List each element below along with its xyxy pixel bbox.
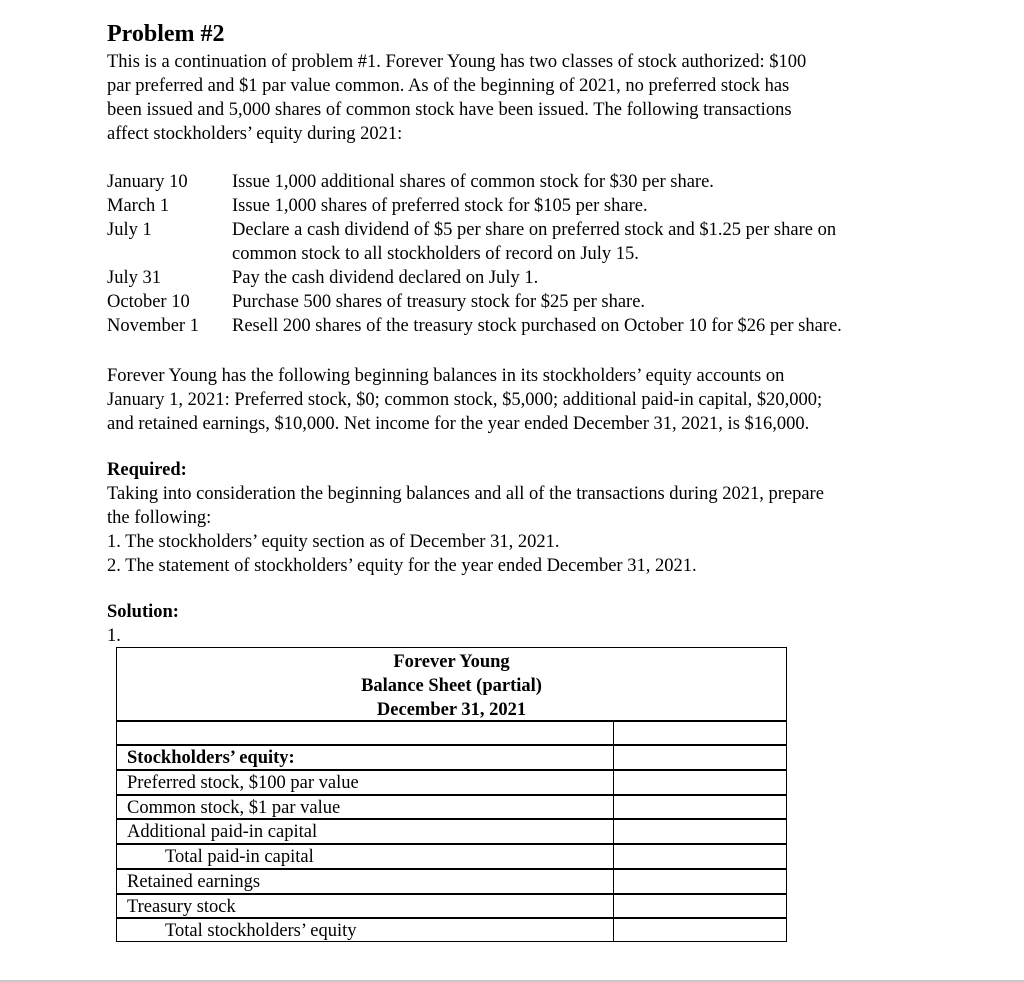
row-label-cell	[116, 819, 614, 844]
row-value-cell[interactable]	[614, 795, 787, 819]
row-value-cell[interactable]	[614, 819, 787, 844]
intro-line: par preferred and $1 par value common. As of the beginning of 2021, no preferred stock has	[107, 76, 790, 96]
table-row	[116, 770, 787, 795]
row-value-cell[interactable]	[614, 770, 787, 795]
required-heading: Required:	[107, 460, 187, 480]
solution-label: Solution:	[107, 602, 179, 622]
transaction-description	[232, 290, 645, 314]
row-label-cell	[116, 795, 614, 819]
table-row	[116, 869, 787, 894]
required-item: 1. The stockholders’ equity section as of December 31, 2021.	[107, 532, 560, 552]
balances-line: January 1, 2021: Preferred stock, $0; common stock, $5,000; additional paid-in capital, $20,000;	[107, 390, 823, 410]
intro-line: been issued and 5,000 shares of common stock have been issued. The following transactions	[107, 100, 792, 120]
table-row	[116, 894, 787, 918]
transaction-line: Resell 200 shares of the treasury stock purchased on October 10 for $26 per share.	[232, 316, 842, 336]
transaction-description	[232, 170, 714, 194]
intro-line: This is a continuation of problem #1. Forever Young has two classes of stock authorized: $100	[107, 52, 807, 72]
solution-item-number: 1.	[107, 626, 121, 646]
transaction-line: Issue 1,000 additional shares of common stock for $30 per share.	[232, 172, 714, 192]
transaction-line: Pay the cash dividend declared on July 1.	[232, 268, 539, 288]
table-row	[116, 720, 787, 745]
transaction-line: Issue 1,000 shares of preferred stock for $105 per share.	[232, 196, 648, 216]
row-label: Additional paid-in capital	[127, 822, 318, 842]
balances-paragraph	[107, 364, 822, 436]
row-value-cell[interactable]	[614, 720, 787, 745]
transaction-description	[232, 314, 842, 338]
row-value-cell[interactable]	[614, 918, 787, 942]
transaction-date: October 10	[107, 292, 190, 312]
transaction-date: March 1	[107, 196, 170, 216]
row-label: Treasury stock	[127, 897, 236, 917]
transaction-description	[232, 266, 538, 290]
row-label: Total paid-in capital	[165, 847, 314, 867]
balance-sheet-header	[116, 647, 787, 722]
table-row	[116, 918, 787, 942]
row-label-cell	[116, 720, 614, 745]
problem-title: Problem #2	[107, 21, 225, 47]
balances-line: and retained earnings, $10,000. Net income for the year ended December 31, 2021, is $16,000.	[107, 414, 810, 434]
row-label-cell	[116, 770, 614, 795]
statement-name: Balance Sheet (partial)	[361, 676, 542, 696]
row-label-cell	[116, 869, 614, 894]
transaction-date: January 10	[107, 172, 188, 192]
row-label: Common stock, $1 par value	[127, 798, 341, 818]
table-row	[116, 844, 787, 869]
balances-line: Forever Young has the following beginning balances in its stockholders’ equity accounts on	[107, 366, 785, 386]
transaction-line: Purchase 500 shares of treasury stock for $25 per share.	[232, 292, 646, 312]
intro-paragraph	[107, 50, 806, 146]
required-line: the following:	[107, 508, 212, 528]
required-line: Taking into consideration the beginning balances and all of the transactions during 2021, prepare	[107, 484, 824, 504]
row-label	[127, 721, 613, 722]
row-label-cell	[116, 745, 614, 770]
row-label-cell	[116, 894, 614, 918]
transaction-description	[232, 194, 648, 218]
table-row	[116, 819, 787, 844]
row-label: Stockholders’ equity:	[127, 748, 295, 768]
transaction-description	[232, 218, 836, 266]
transaction-date: November 1	[107, 316, 199, 336]
row-label-cell	[116, 918, 614, 942]
company-name: Forever Young	[393, 652, 510, 672]
transaction-line: Declare a cash dividend of $5 per share on preferred stock and $1.25 per share on	[232, 220, 837, 240]
row-label: Total stockholders’ equity	[165, 921, 357, 941]
statement-date: December 31, 2021	[376, 700, 527, 720]
row-value-cell[interactable]	[614, 869, 787, 894]
intro-line: affect stockholders’ equity during 2021:	[107, 124, 403, 144]
table-row	[116, 795, 787, 819]
row-label: Retained earnings	[127, 872, 261, 892]
row-value-cell[interactable]	[614, 844, 787, 869]
transaction-line: common stock to all stockholders of record on July 15.	[232, 244, 639, 264]
row-label: Preferred stock, $100 par value	[127, 773, 359, 793]
balance-sheet-table	[116, 647, 787, 942]
required-section	[107, 458, 824, 578]
transaction-date: July 31	[107, 268, 161, 288]
transaction-date: July 1	[107, 220, 152, 240]
row-value-cell[interactable]	[614, 894, 787, 918]
table-row	[116, 745, 787, 770]
row-value-cell[interactable]	[614, 745, 787, 770]
row-label-cell	[116, 844, 614, 869]
required-item: 2. The statement of stockholders’ equity for the year ended December 31, 2021.	[107, 556, 697, 576]
